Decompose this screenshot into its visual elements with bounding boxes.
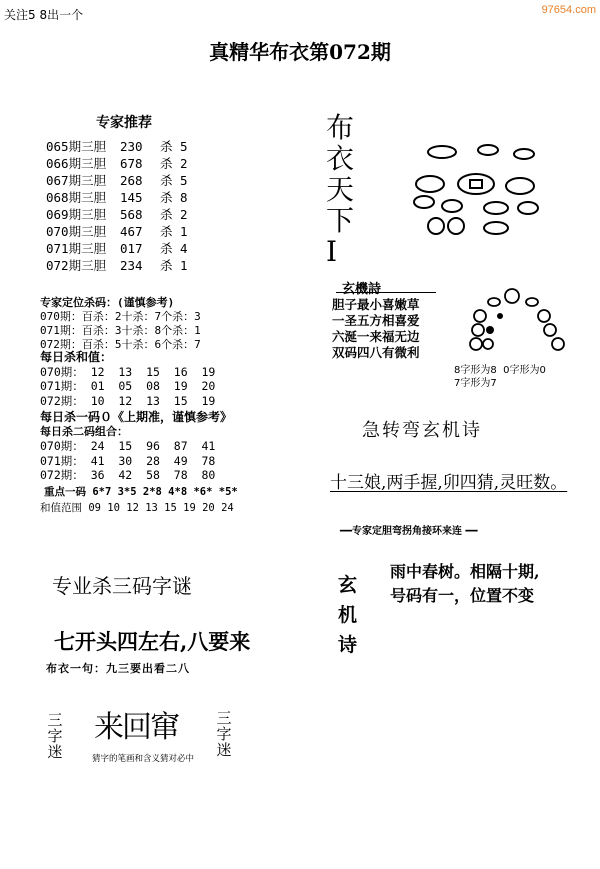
- focus-code-line: 重点一码 6*7 3*5 2*8 4*8 *6* *5*: [44, 486, 238, 498]
- nums: 234: [120, 258, 143, 273]
- expert-row: [46, 206, 188, 223]
- rain-poem-line: 号码有一，位置不变: [390, 586, 535, 605]
- nums: 145: [120, 190, 143, 205]
- top-note: 关注5 8出一个: [4, 8, 84, 22]
- nums: 230: [120, 139, 143, 154]
- poem-line: 双码四八有微利: [332, 345, 420, 360]
- expert-row: [46, 155, 188, 172]
- kill: 杀 2: [160, 207, 188, 222]
- expert-bar-line: ━━专家定胆弯拐角接环来连 ━━: [340, 526, 478, 537]
- poem-lines: [332, 297, 420, 361]
- sum-range-line: 和值范围 09 10 12 13 15 19 20 24: [40, 502, 234, 514]
- daily-one-subtitle: 每日杀二码组合：: [40, 424, 128, 438]
- daily-one-title: 每日杀一码０《上期准，谨慎参考》: [40, 410, 233, 424]
- buyi-tianxia-vertical: 布衣天下Ⅰ: [326, 111, 355, 268]
- page-title: 真精华布衣第072期: [209, 40, 391, 64]
- expert-heading: 专家推荐: [96, 115, 152, 131]
- daily-sum-line: 071期： 01 05 08 19 20: [40, 379, 216, 393]
- nums: 467: [120, 224, 143, 239]
- position-line: 072期：百杀：5十杀：6个杀：7: [40, 338, 201, 351]
- nums: 678: [120, 156, 143, 171]
- shape-note-line: 8字形为8 0字形为0: [454, 365, 546, 376]
- expert-row: [46, 172, 188, 189]
- expert-row: [46, 257, 188, 274]
- issue: 071期三胆: [46, 241, 107, 256]
- kill: 杀 5: [160, 173, 188, 188]
- seven-head-line: 七开头四左右,八要来: [54, 629, 251, 654]
- expert-row: [46, 240, 188, 257]
- thirteen-line: 十三娘,两手握,卯四猜,灵旺数。: [330, 473, 568, 493]
- nums: 568: [120, 207, 143, 222]
- kill: 杀 1: [160, 224, 188, 239]
- issue: 066期三胆: [46, 156, 107, 171]
- kill: 杀 4: [160, 241, 188, 256]
- daily-sum-line: 070期： 12 13 15 16 19: [40, 364, 216, 379]
- kill: 杀 8: [160, 190, 188, 205]
- coins-illustration: [412, 140, 542, 240]
- daily-one-line: 072期： 36 42 58 78 80: [40, 468, 216, 482]
- issue: 067期三胆: [46, 173, 107, 188]
- kill-three-title: 专业杀三码字谜: [52, 574, 192, 598]
- nums: 268: [120, 173, 143, 188]
- expert-row: [46, 189, 188, 206]
- poem-divider: [336, 292, 436, 293]
- daily-one-block: [40, 410, 232, 483]
- riddle-label-left: 三字迷: [47, 711, 63, 761]
- issue: 068期三胆: [46, 190, 107, 205]
- rain-poem: [390, 560, 540, 608]
- xuanji-vertical: 玄机诗: [338, 574, 358, 656]
- position-line: 070期：百杀：2十杀：7个杀：3: [40, 310, 201, 323]
- kill: 杀 2: [160, 156, 188, 171]
- poem-line: 一圣五方相喜爱: [332, 313, 420, 328]
- buyi-sentence: 布衣一句：九三要出看二八: [46, 662, 190, 675]
- riddle-label-right: 三字迷: [216, 709, 232, 759]
- shape-note-line: 7字形为7: [454, 378, 497, 389]
- position-kill-block: [40, 296, 201, 352]
- expert-row: [46, 223, 188, 240]
- kill: 杀 5: [160, 139, 188, 154]
- shape-note: [454, 364, 546, 390]
- riddle-note: 猜字的笔画和含义猜对必中: [92, 754, 195, 764]
- poem-title: 玄機詩: [342, 282, 382, 297]
- issue: 069期三胆: [46, 207, 107, 222]
- daily-one-line: 070期： 24 15 96 87 41: [40, 439, 216, 453]
- brain-teaser-title: 急转弯玄机诗: [362, 420, 482, 441]
- watermark: 97654.com: [541, 4, 596, 16]
- daily-one-line: 071期： 41 30 28 49 78: [40, 453, 216, 468]
- rain-poem-line: 雨中春树。相隔十期,: [390, 562, 540, 581]
- poem-line: 六涎一来福无边: [332, 329, 420, 344]
- nums: 017: [120, 241, 143, 256]
- daily-sum-title: 每日杀和值：: [40, 350, 113, 364]
- issue: 070期三胆: [46, 224, 107, 239]
- daily-sum-block: [40, 350, 215, 408]
- expert-row: [46, 138, 188, 155]
- coins-shape-illustration: [460, 286, 570, 354]
- poem-line: 胆子最小喜嫩草: [332, 297, 420, 312]
- kill: 杀 1: [160, 258, 188, 273]
- position-line: 071期：百杀：3十杀：8个杀：1: [40, 324, 201, 337]
- expert-list: [46, 138, 188, 274]
- issue: 072期三胆: [46, 258, 107, 273]
- daily-sum-line: 072期： 10 12 13 15 19: [40, 393, 216, 408]
- riddle-characters: 来回窜: [94, 710, 178, 745]
- issue: 065期三胆: [46, 139, 107, 154]
- position-title: 专家定位杀码：(谨慎参考): [40, 296, 175, 309]
